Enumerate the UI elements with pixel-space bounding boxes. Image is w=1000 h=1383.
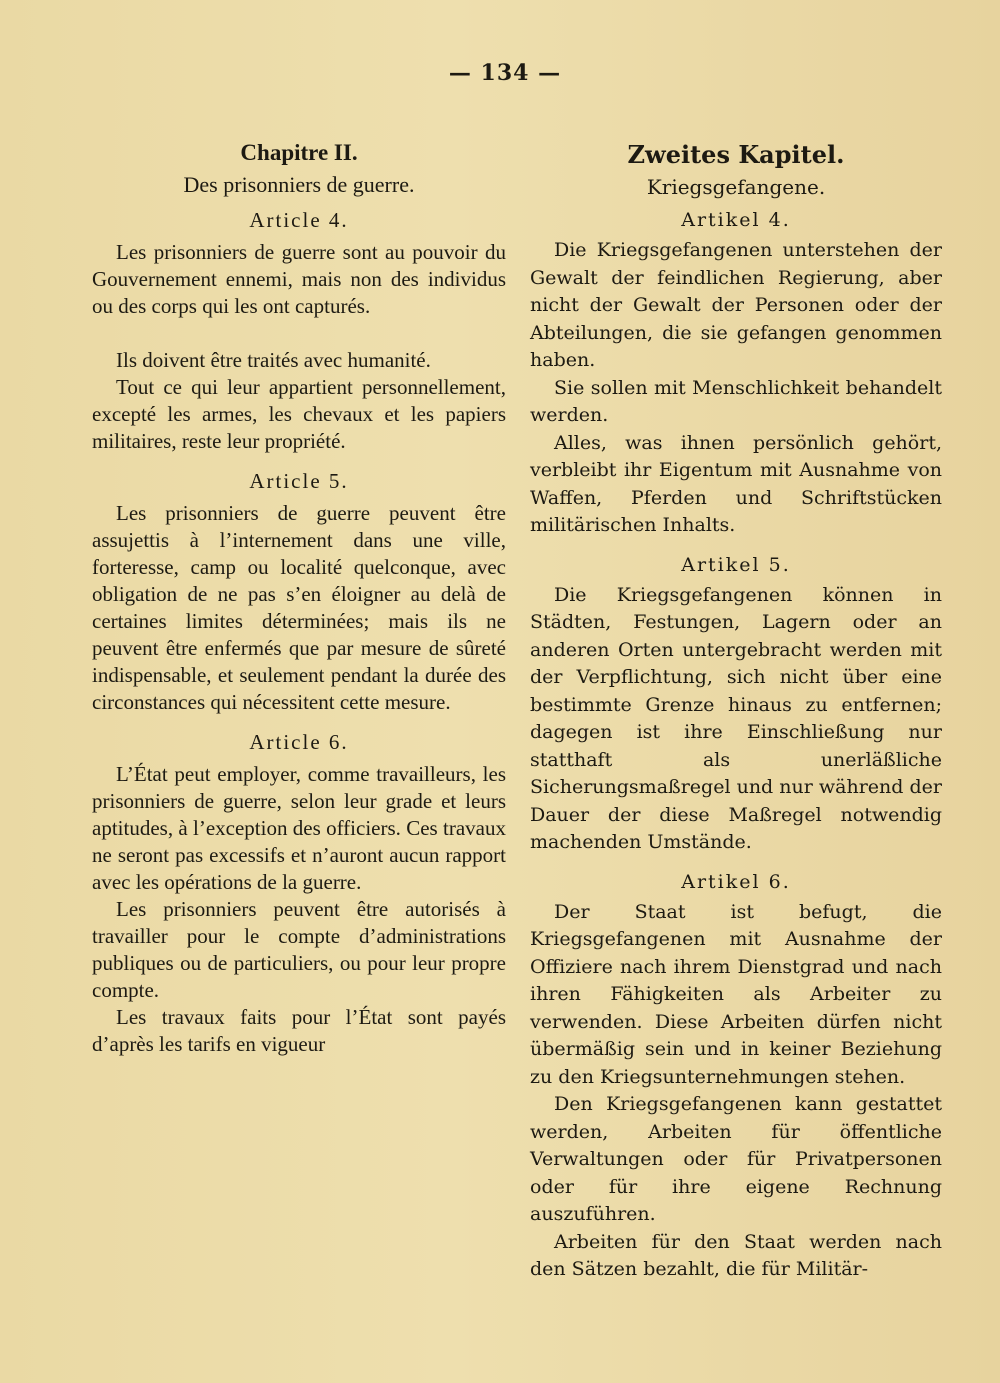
article-6-paragraph: Les travaux faits pour l’État sont payés d’après les tarifs en vigueur: [92, 1005, 506, 1056]
artikel-5-paragraph: Die Kriegsgefangenen können in Städten, Festungen, Lagern oder an anderen Orten untergebracht werden mit der Verpflichtung, sich nicht über eine bestimmte Grenze hinaus zu entfernen; dagegen ist ihre Einschließung nur statthaft als unerläßliche Sicherungsmaßregel und nur während der Dauer der diese Maßregel notwendig machenden Umstände.: [530, 583, 942, 853]
article-6-title-fr: Article 6.: [249, 730, 349, 754]
article-4-paragraph: Tout ce qui leur appartient personnellement, excepté les armes, les chevaux et les papiers militaires, reste leur propriété.: [92, 375, 506, 453]
article-5-title-de: Artikel 5.: [681, 553, 791, 576]
article-4-paragraph: Ils doivent être traités avec humanité.: [116, 348, 431, 372]
article-6-paragraph: Les prisonniers peuvent être autorisés à travailler pour le compte d’administrations publiques ou de particuliers, ou pour leur propre compte.: [92, 897, 506, 1002]
chapter-subtitle-fr: Des prisonniers de guerre.: [183, 172, 415, 197]
french-column: [92, 140, 506, 1058]
article-6-title-de: Artikel 6.: [681, 870, 791, 893]
artikel-6-paragraph: Arbeiten für den Staat werden nach den Sätzen bezahlt, die für Militär-: [530, 1230, 942, 1280]
page-number: — 134 —: [448, 60, 562, 86]
chapter-subtitle-de: Kriegsgefangene.: [646, 175, 826, 199]
artikel-4-paragraph: Sie sollen mit Menschlichkeit behandelt werden.: [530, 376, 942, 426]
article-4-title-de: Artikel 4.: [681, 209, 791, 231]
artikel-4-paragraph: Alles, was ihnen persönlich gehört, verbleibt ihr Eigentum mit Ausnahme von Waffen, Pferden und Schriftstücken militärischen Inhalts.: [530, 431, 942, 536]
article-6-paragraph: L’État peut employer, comme travailleurs, les prisonniers de guerre, selon leur grade et leurs aptitudes, à l’exception des officiers. Ces travaux ne seront pas excessifs et n’auront aucun rapport avec les opérations de la guerre.: [92, 762, 506, 894]
article-5-title-fr: Article 5.: [249, 469, 349, 493]
chapter-title-fr: Chapitre II.: [240, 140, 358, 165]
chapter-title-de: Zweites Kapitel.: [627, 140, 845, 169]
artikel-6-paragraph: Der Staat ist befugt, die Kriegsgefangenen mit Ausnahme der Offiziere nach ihrem Dienstgrad und nach ihren Fähigkeiten als Arbeiter zu verwenden. Diese Arbeiten dürfen nicht übermäßig sein und in keiner Beziehung zu den Kriegsunternehmungen stehen.: [530, 900, 942, 1088]
artikel-4-paragraph: Die Kriegsgefangenen unterstehen der Gewalt der feindlichen Regierung, aber nicht der Gewalt der Personen oder der Abteilungen, die sie gefangen genommen haben.: [530, 239, 942, 371]
article-4-paragraph: Les prisonniers de guerre sont au pouvoir du Gouvernement ennemi, mais non des individus ou des corps qui les ont capturés.: [92, 240, 506, 318]
article-4-title-fr: Article 4.: [249, 208, 349, 232]
german-column: [530, 140, 942, 1284]
artikel-6-paragraph: Den Kriegsgefangenen kann gestattet werden, Arbeiten für öffentliche Verwaltungen oder für Privatpersonen oder für ihre eigene Rechnung auszuführen.: [530, 1093, 942, 1225]
article-5-paragraph: Les prisonniers de guerre peuvent être assujettis à l’internement dans une ville, forteresse, camp ou localité quelconque, avec obligation de ne pas s’en éloigner au delà de certaines limites déterminées; mais ils ne peuvent être enfermés que par mesure de sûreté indispensable, et seulement pendant la durée des circonstances qui nécessitent cette mesure.: [92, 501, 506, 714]
